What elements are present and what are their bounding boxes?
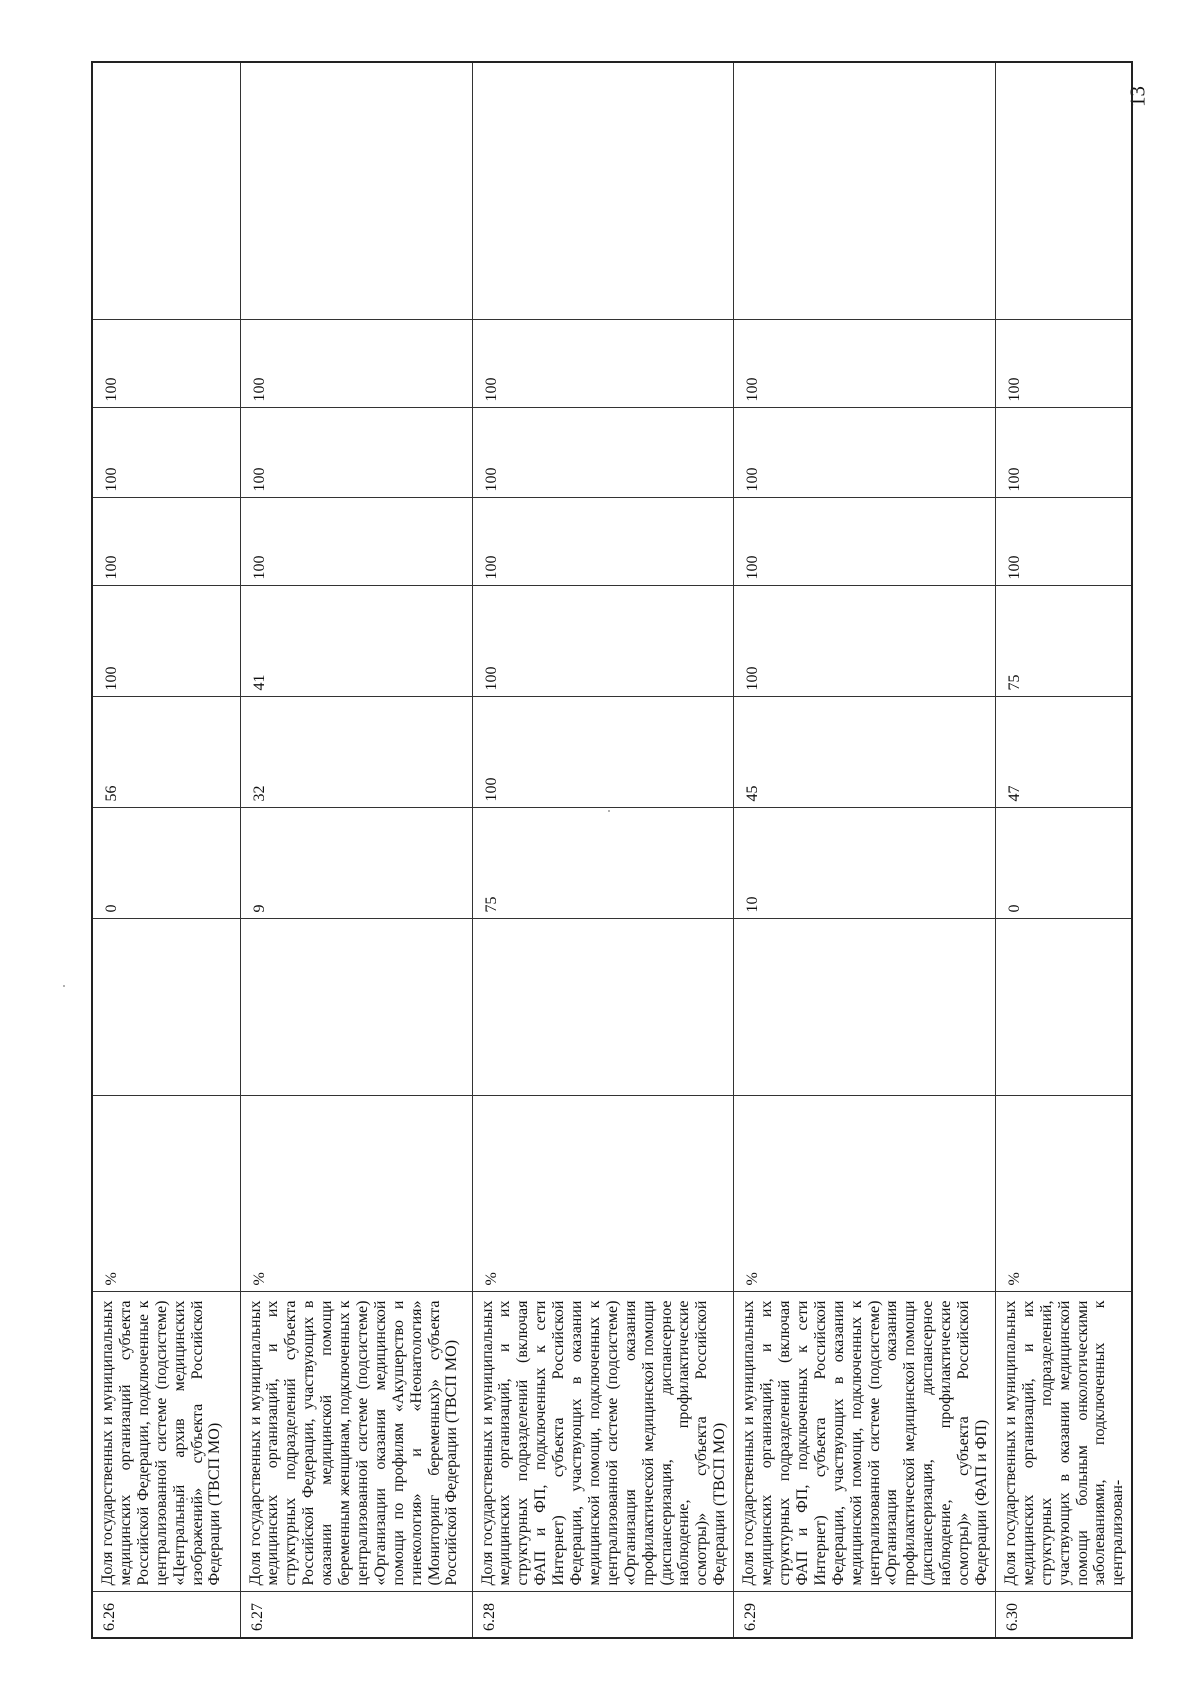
page-number: 13 [1125,86,1150,107]
value-cell: 56 [92,697,240,808]
value-cell: 47 [995,697,1132,808]
value-cell: 100 [734,408,996,498]
empty-cell [995,62,1132,320]
value-cell: 0 [92,808,240,919]
value-cell: 32 [240,697,472,808]
indicators-table [91,61,1133,1639]
empty-cell [240,62,472,320]
unit-cell: % [995,1096,1132,1292]
value-cell: 100 [240,320,472,408]
value-cell: 100 [734,498,996,586]
value-cell: 100 [734,320,996,408]
value-cell: 100 [92,320,240,408]
row-number: 6.26 [92,1592,240,1638]
base-value-cell [472,919,734,1096]
value-cell: 100 [472,408,734,498]
unit-cell: % [92,1096,240,1292]
row-number: 6.30 [995,1592,1132,1638]
value-cell: 0 [995,808,1132,919]
value-cell: 9 [240,808,472,919]
unit-cell: % [734,1096,996,1292]
value-cell: 100 [92,498,240,586]
indicator-description: Доля государственных и муниципальных медицинских организаций, и их структурных подразделений (включая ФАП и ФП, подключенных к сети Интернет) субъекта Российской Федерации, участвующих в оказании медицинской помощи, подключенных к централизованной системе (подсистеме) «Организация оказания профилактической медицинской помощи (диспансеризация, диспансерное наблюдение, профилактические осмотры)» субъекта Российской Федерации (ФАП и ФП) [734,1292,996,1592]
value-cell: 75 [472,808,734,919]
value-cell: 45 [734,697,996,808]
unit-cell: % [472,1096,734,1292]
unit-cell: % [240,1096,472,1292]
table-row [92,62,240,1638]
value-cell: 100 [92,586,240,697]
row-number: 6.28 [472,1592,734,1638]
table-row [472,62,734,1638]
base-value-cell [92,919,240,1096]
value-cell: 100 [995,498,1132,586]
value-cell: 10 [734,808,996,919]
row-number: 6.29 [734,1592,996,1638]
empty-cell [734,62,996,320]
row-number: 6.27 [240,1592,472,1638]
empty-cell [472,62,734,320]
scan-speck [63,985,65,987]
table-row [240,62,472,1638]
value-cell: 100 [472,498,734,586]
value-cell: 100 [734,586,996,697]
value-cell: 100 [240,408,472,498]
value-cell: 100 [92,408,240,498]
indicator-description: Доля государственных и муниципальных медицинских организаций, и их структурных подразделений субъекта Российской Федерации, участвующих в оказании медицинской помощи беременным женщинам, подключенных к централизованной системе (подсистеме) «Организации оказания медицинской помощи по профилям «Акушерство и гинекология» и «Неонатология» (Мониторинг беременных)» субъекта Российской Федерации (ТВСП МО) [240,1292,472,1592]
value-cell: 100 [472,320,734,408]
value-cell: 100 [995,408,1132,498]
indicator-description: Доля государственных и муниципальных медицинских организаций субъекта Российской Федерации, подключенные к централизованной системе (подсистеме) «Центральный архив медицинских изображений» субъекта Российской Федерации (ТВСП МО) [92,1292,240,1592]
table-row [734,62,996,1638]
value-cell: 41 [240,586,472,697]
indicator-description: Доля государственных и муниципальных медицинских организаций, и их структурных подразделений (включая ФАП и ФП, подключенных к сети Интернет) субъекта Российской Федерации, участвующих в оказании медицинской помощи, подключенных к централизованной системе (подсистеме) «Организация оказания профилактической медицинской помощи (диспансеризация, диспансерное наблюдение, профилактические осмотры)» субъекта Российской Федерации (ТВСП МО) [472,1292,734,1592]
base-value-cell [734,919,996,1096]
table-row [995,62,1132,1638]
base-value-cell [995,919,1132,1096]
value-cell: 100 [240,498,472,586]
base-value-cell [240,919,472,1096]
value-cell: 75 [995,586,1132,697]
indicator-description: Доля государственных и муниципальных медицинских организаций, и их структурных подразделений, участвующих в оказании медицинской помощи больным онкологическими заболеваниями, подключенных к централизован- [995,1292,1132,1592]
value-cell: 100 [472,697,734,808]
empty-cell [92,62,240,320]
value-cell: 100 [995,320,1132,408]
value-cell: 100 [472,586,734,697]
rotated-table-area [91,63,1127,1639]
